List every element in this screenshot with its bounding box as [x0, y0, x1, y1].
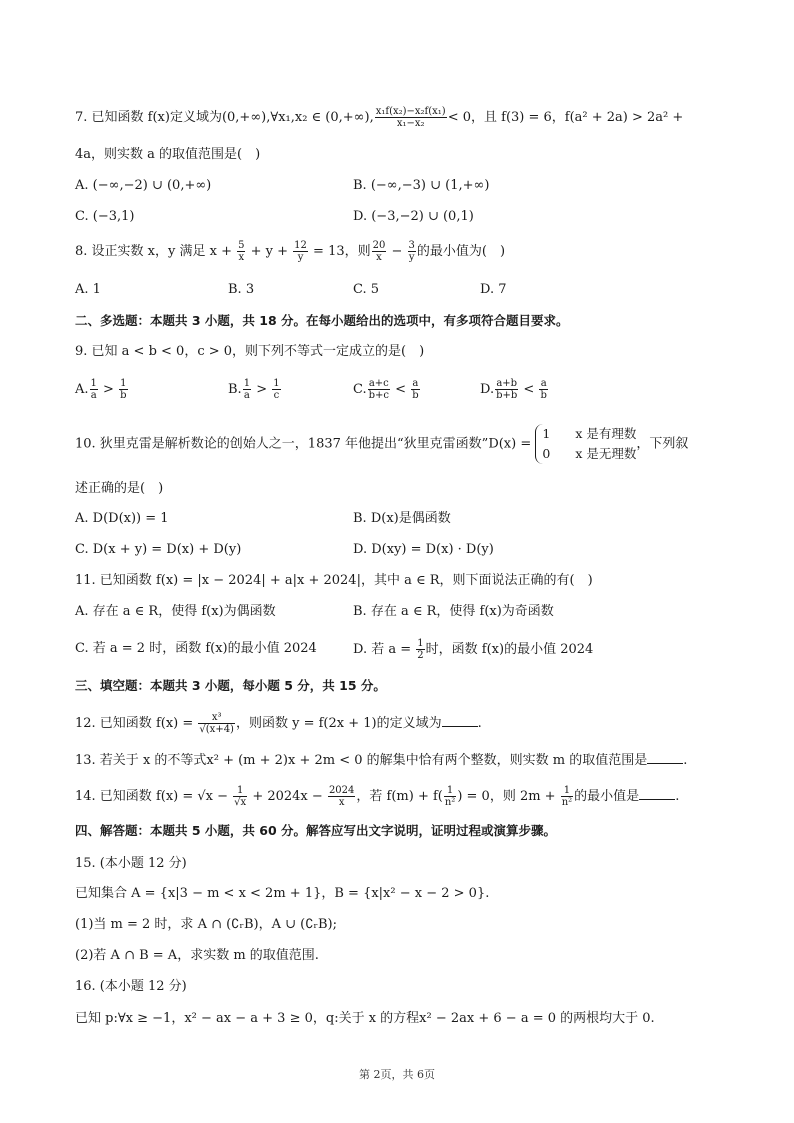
q7-option-d: D. (−3,−2) ∪ (0,1) [353, 209, 474, 224]
q8-prefix: 8. 设正实数 x，y 满足 x + [75, 244, 232, 259]
q9-option-d: D. $\frac{a+b}{b+b}$ < $\frac{a}{b}$ [480, 378, 547, 401]
q7-line2: 4a，则实数 a 的取值范围是( ) [75, 147, 261, 162]
q11-option-b: B. 存在 a ∈ R，使得 f(x)为奇函数 [353, 604, 554, 619]
q11-stem: 11. 已知函数 f(x) = |x − 2024| + a|x + 2024|，其中 a ∈ R，则下面说法正确的有( ) [75, 573, 593, 588]
q10-option-d: D. D(xy) = D(x) · D(y) [353, 542, 494, 557]
q15-line1: 已知集合 A = {x|3 − m < x < 2m + 1}，B = {x|x² − x − 2 > 0}. [75, 886, 490, 901]
q10-suffix: ，下列叙 [636, 436, 689, 452]
q9-option-a: A. $\frac{1}{a}$ > $\frac{1}{b}$ [75, 378, 127, 401]
q8-option-d: D. 7 [480, 282, 507, 297]
q10-option-b: B. D(x)是偶函数 [353, 511, 451, 526]
q11-option-d: D. 若 a = $\frac{1}{2}$ 时，函数 f(x)的最小值 2024 [353, 638, 594, 661]
q10-piecewise: 1 x 是有理数 0 x 是无理数 [535, 424, 636, 464]
q7-frac-num: x₁f(x₂)−x₂f(x₁) [375, 106, 446, 117]
q8-mid1: + y + [250, 244, 289, 259]
q10-stem [75, 424, 688, 464]
q15-line3: (2)若 A ∩ B = A，求实数 m 的取值范围. [75, 948, 319, 963]
q9-option-b: B. $\frac{1}{a}$ > $\frac{1}{c}$ [228, 378, 280, 401]
q7-option-b: B. (−∞,−3) ∪ (1,+∞) [353, 178, 490, 193]
q8-stem [75, 240, 505, 263]
q10-option-a: A. D(D(x)) = 1 [75, 511, 169, 526]
q12-fraction: $\frac{\text{x³}}{√(x+4)}$ [199, 712, 234, 735]
q16-heading: 16. (本小题 12 分) [75, 979, 187, 994]
section-3-heading: 三、填空题：本题共 3 小题，每小题 5 分，共 15 分。 [75, 678, 386, 693]
q16-line1: 已知 p:∀x ≥ −1，x² − ax − a + 3 ≥ 0，q:关于 x 的方程x² − 2ax + 6 − a = 0 的两根均大于 0. [75, 1011, 655, 1026]
q8-mid2: = 13，则 [313, 244, 371, 259]
q7-line1-tail: < 0，且 f(3) = 6，f(a² + 2a) > 2a² + [447, 110, 684, 125]
q8-option-c: C. 5 [353, 282, 380, 297]
q14-stem: 14. 已知函数 f(x) = √x − $\frac{1}{√x}$ + 2024x − $\frac{2024}{x}$ ，若 f(m) + f( $\frac{1}{\text{n²}}$ ) = 0，则 2m + $\frac{1}{\text{n²}}$ 的最小值是 . [75, 785, 680, 808]
q7-line1-text: 7. 已知函数 f(x)定义域为(0,+∞),∀x₁,x₂ ∈ (0,+∞), [75, 110, 374, 125]
q13-stem: 13. 若关于 x 的不等式x² + (m + 2)x + 2m < 0 的解集中恰有两个整数，则实数 m 的取值范围是 . [75, 753, 688, 768]
q7-line1 [75, 106, 683, 129]
q8-mid3: − [391, 244, 403, 259]
q7-option-a: A. (−∞,−2) ∪ (0,+∞) [75, 178, 212, 193]
q7-fraction [375, 106, 447, 129]
q10-prefix: 10. 狄里克雷是解析数论的创始人之一，1837 年他提出“狄里克雷函数”D(x) = [75, 436, 532, 452]
q14-answer-blank[interactable] [639, 787, 675, 800]
section-4-heading: 四、解答题：本题共 5 小题，共 60 分。解答应写出文字说明，证明过程或演算步骤。 [75, 823, 557, 838]
q8-suffix: 的最小值为( ) [416, 244, 506, 259]
q12-answer-blank[interactable] [442, 714, 478, 727]
q8-option-b: B. 3 [228, 282, 255, 297]
q8-option-a: A. 1 [75, 282, 101, 297]
q13-answer-blank[interactable] [647, 751, 683, 764]
q7-frac-den: x₁−x₂ [396, 118, 425, 129]
q10-option-c: C. D(x + y) = D(x) + D(y) [75, 542, 242, 557]
page-footer: 第 2页，共 6页 [359, 1068, 435, 1081]
section-2-heading: 二、多选题：本题共 3 小题，共 18 分。在每小题给出的选项中，有多项符合题目要求。 [75, 313, 569, 328]
q11-option-c: C. 若 a = 2 时，函数 f(x)的最小值 2024 [75, 641, 317, 656]
q8-frac-3: $\frac{20}{x}$ [372, 240, 386, 263]
q8-frac-2: $\frac{12}{y}$ [294, 240, 307, 263]
q11-option-a: A. 存在 a ∈ R，使得 f(x)为偶函数 [75, 604, 276, 619]
q8-frac-4: $\frac{3}{y}$ [408, 240, 415, 263]
q15-line2: (1)当 m = 2 时，求 A ∩ (∁ᵣB)，A ∪ (∁ᵣB); [75, 917, 337, 932]
q9-option-c: C. $\frac{a+c}{b+c}$ < $\frac{a}{b}$ [353, 378, 419, 401]
q7-option-c: C. (−3,1) [75, 209, 135, 224]
q10-line2: 述正确的是( ) [75, 481, 164, 496]
q15-heading: 15. (本小题 12 分) [75, 856, 187, 871]
q8-frac-1: $\frac{5}{x}$ [238, 240, 245, 263]
q12-stem: 12. 已知函数 f(x) = $\frac{\text{x³}}{√(x+4)}$ ，则函数 y = f(2x + 1)的定义域为 . [75, 712, 482, 735]
q9-stem: 9. 已知 a < b < 0，c > 0，则下列不等式一定成立的是( ) [75, 344, 425, 359]
